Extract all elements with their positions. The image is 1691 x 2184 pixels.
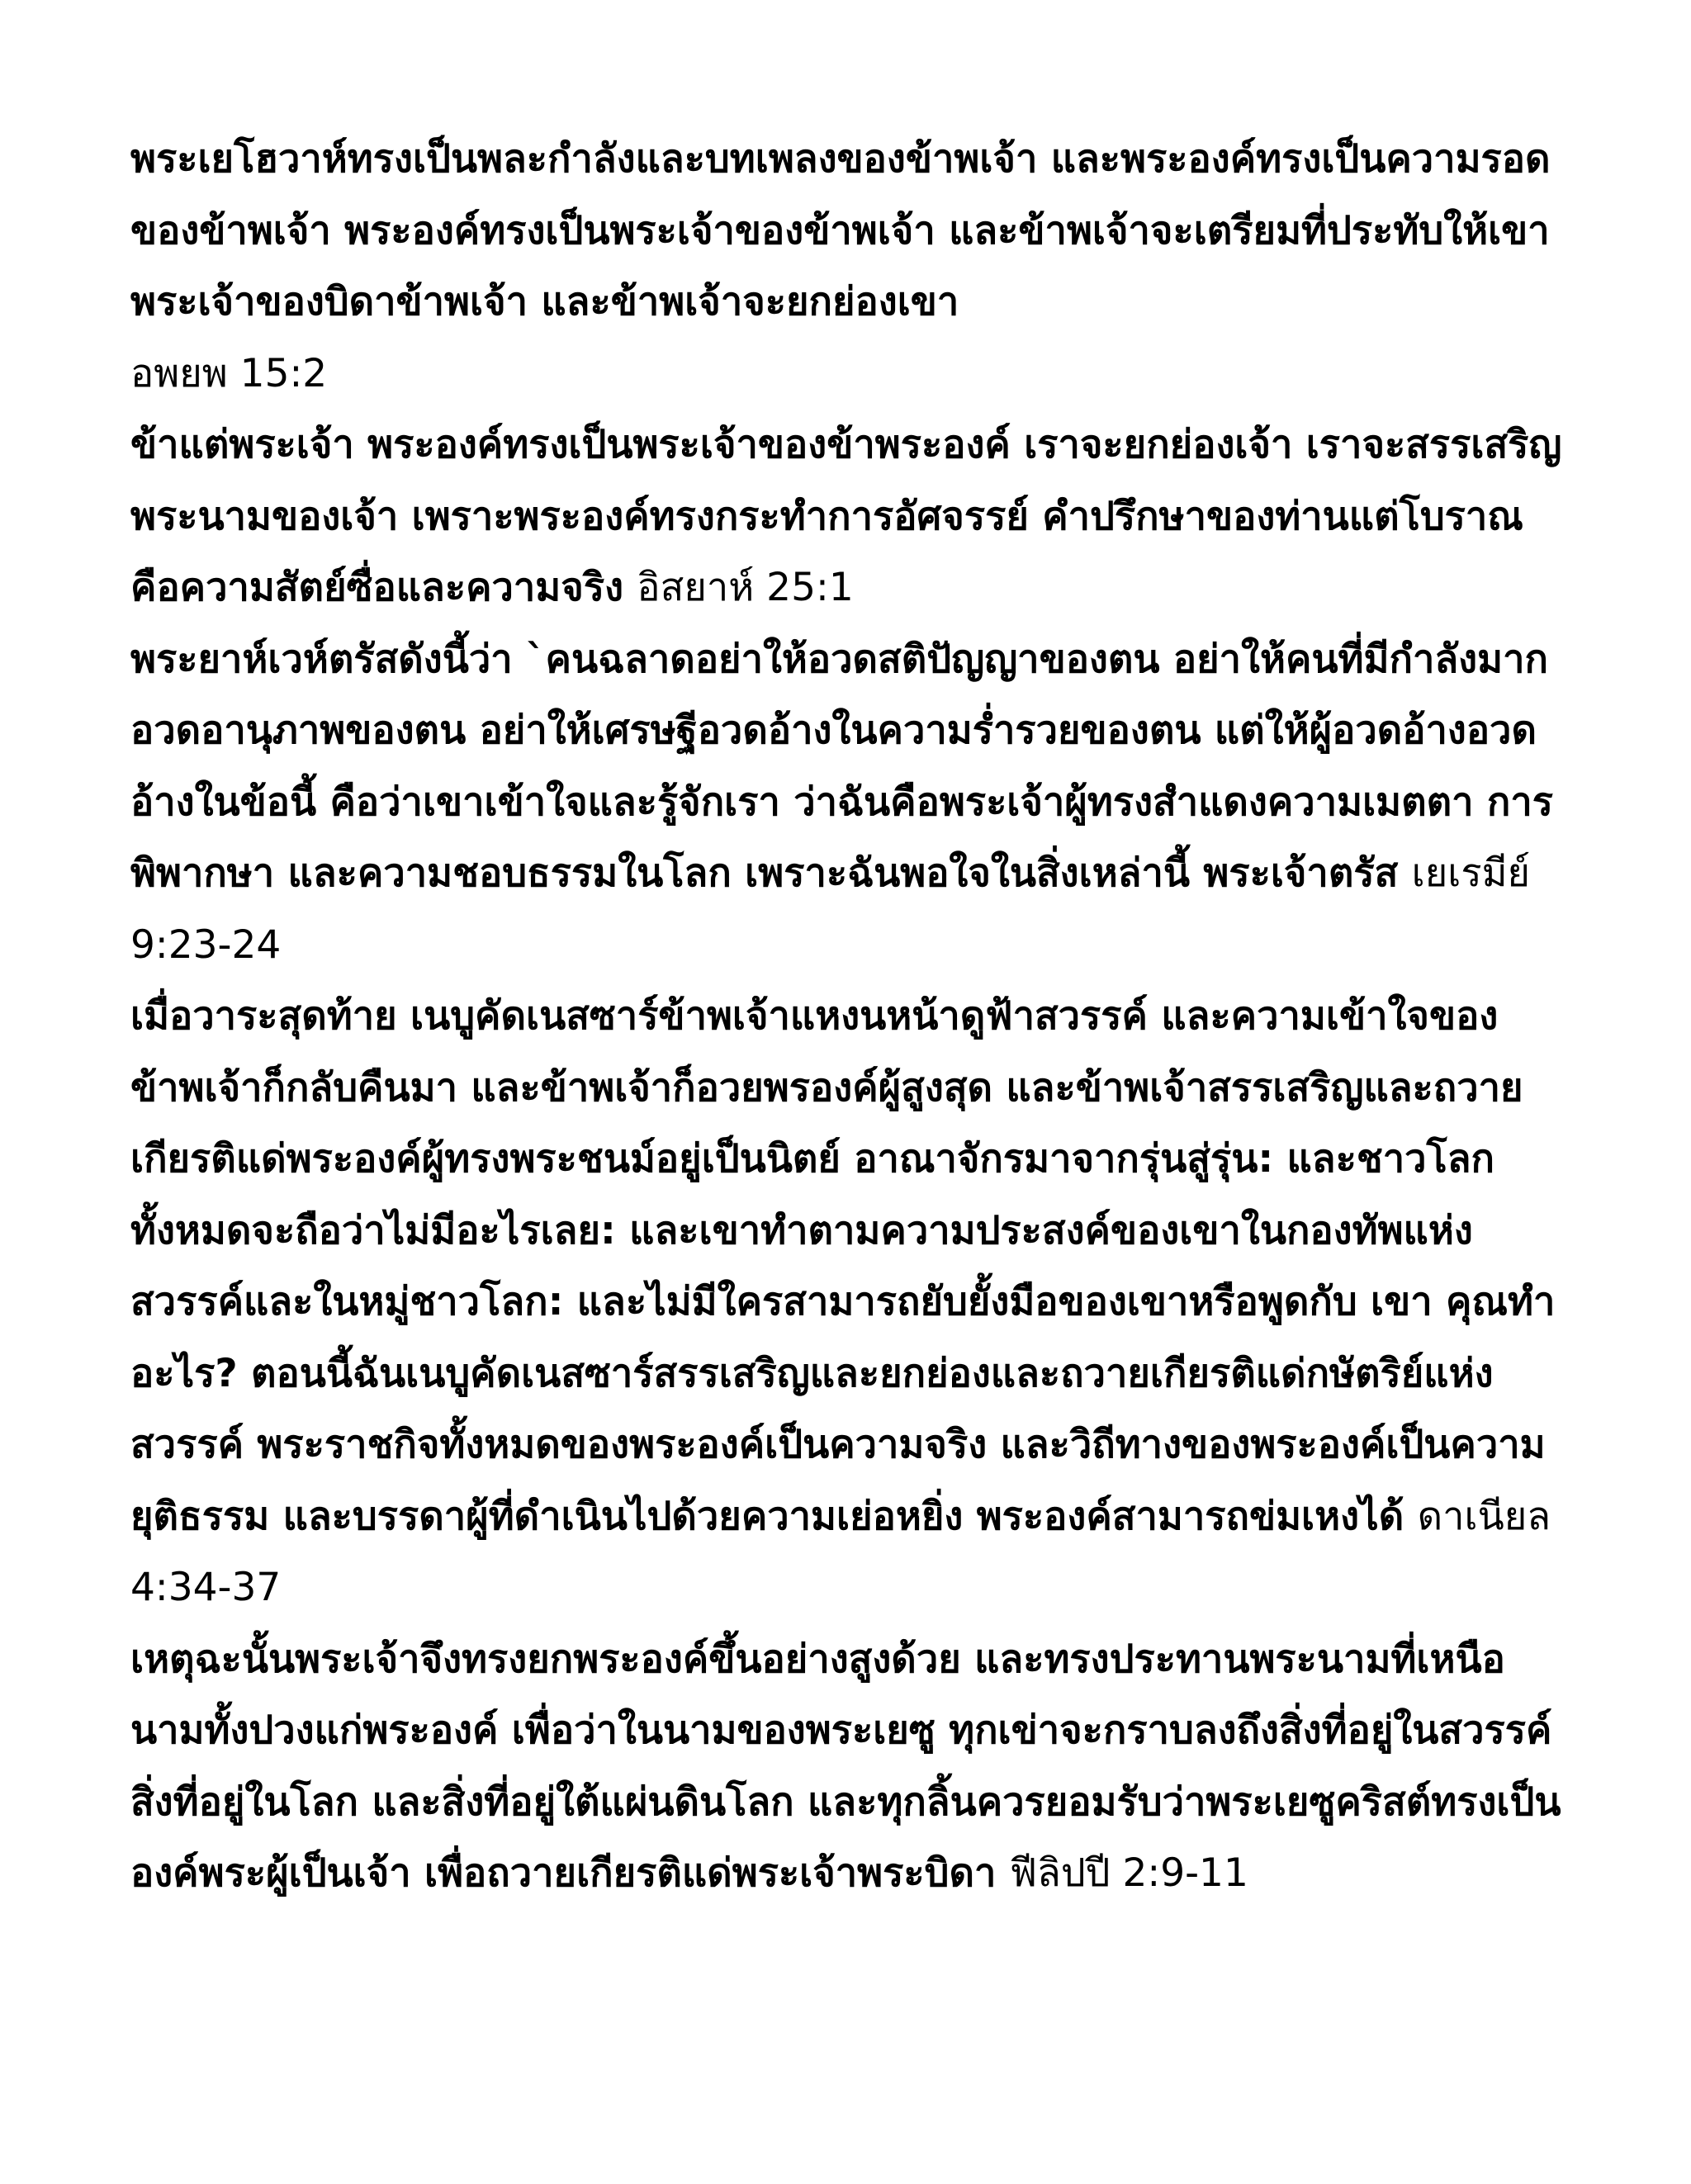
verse-passage-5 bbox=[130, 1624, 1567, 1910]
verse-reference: ดาเนียล 4:34-37 bbox=[130, 1493, 1551, 1610]
verse-passage-4 bbox=[130, 981, 1567, 1624]
verse-passage-2 bbox=[130, 410, 1567, 624]
verse-reference: อพยพ 15:2 bbox=[130, 350, 328, 396]
verse-text: เหตุฉะนั้นพระเจ้าจึงทรงยกพระองค์ขึ้นอย่างสูงด้วย และทรงประทานพระนามที่เหนือนามทั้งปวงแก่พระองค์ เพื่อว่าในนามของพระเยซู ทุกเข่าจะกราบลงถึงสิ่งที่อยู่ในสวรรค์ สิ่งที่อยู่ในโลก และสิ่งที่อยู่ใต้แผ่นดินโลก และทุกลิ้นควรยอมรับว่าพระเยซูคริสต์ทรงเป็นองค์พระผู้เป็นเจ้า เพื่อถวายเกียรติแด่พระเจ้าพระบิดา bbox=[130, 1636, 1561, 1896]
verse-text: เมื่อวาระสุดท้าย เนบูคัดเนสซาร์ข้าพเจ้าแหงนหน้าดูฟ้าสวรรค์ และความเข้าใจของข้าพเจ้าก็กลับคืนมา และข้าพเจ้าก็อวยพรองค์ผู้สูงสุด และข้าพเจ้าสรรเสริญและถวายเกียรติแด่พระองค์ผู้ทรงพระชนม์อยู่เป็นนิตย์ อาณาจักรมาจากรุ่นสู่รุ่น: และชาวโลกทั้งหมดจะถือว่าไม่มีอะไรเลย: และเขาทำตามความประสงค์ของเขาในกองทัพแห่งสวรรค์และในหมู่ชาวโลก: และไม่มีใครสามารถยับยั้งมือของเขาหรือพูดกับ เขา คุณทำอะไร? ตอนนี้ฉันเนบูคัดเนสซาร์สรรเสริญและยกย่องและถวายเกียรติแด่กษัตริย์แห่งสวรรค์ พระราชกิจทั้งหมดของพระองค์เป็นความจริง และวิถีทางของพระองค์เป็นความยุติธรรม และบรรดาผู้ที่ดำเนินไปด้วยความเย่อหยิ่ง พระองค์สามารถข่มเหงได้ bbox=[130, 993, 1556, 1539]
verse-reference: เยเรมีย์ 9:23-24 bbox=[130, 850, 1531, 968]
verse-reference: ฟีลิปปี 2:9-11 bbox=[1009, 1850, 1248, 1896]
document-body bbox=[130, 124, 1567, 1910]
verse-text: พระเยโฮวาห์ทรงเป็นพละกำลังและบทเพลงของข้าพเจ้า และพระองค์ทรงเป็นความรอดของข้าพเจ้า พระองค์ทรงเป็นพระเจ้าของข้าพเจ้า และข้าพเจ้าจะเตรียมที่ประทับให้เขา พระเจ้าของบิดาข้าพเจ้า และข้าพเจ้าจะยกย่องเขา bbox=[130, 136, 1551, 325]
verse-passage-1 bbox=[130, 124, 1567, 410]
verse-text: พระยาห์เวห์ตรัสดังนี้ว่า `คนฉลาดอย่าให้อวดสติปัญญาของตน อย่าให้คนที่มีกำลังมากอวดอานุภาพของตน อย่าให้เศรษฐีอวดอ้างในความร่ำรวยของตน แต่ให้ผู้อวดอ้างอวดอ้างในข้อนี้ คือว่าเขาเข้าใจและรู้จักเรา ว่าฉันคือพระเจ้าผู้ทรงสำแดงความเมตตา การพิพากษา และความชอบธรรมในโลก เพราะฉันพอใจในสิ่งเหล่านี้ พระเจ้าตรัส bbox=[130, 636, 1554, 896]
verse-passage-3 bbox=[130, 624, 1567, 982]
verse-text: ข้าแต่พระเจ้า พระองค์ทรงเป็นพระเจ้าของข้าพระองค์ เราจะยกย่องเจ้า เราจะสรรเสริญพระนามของเจ้า เพราะพระองค์ทรงกระทำการอัศจรรย์ คำปรึกษาของท่านแต่โบราณคือความสัตย์ซื่อและความจริง bbox=[130, 422, 1562, 610]
verse-reference: อิสยาห์ 25:1 bbox=[637, 565, 854, 610]
